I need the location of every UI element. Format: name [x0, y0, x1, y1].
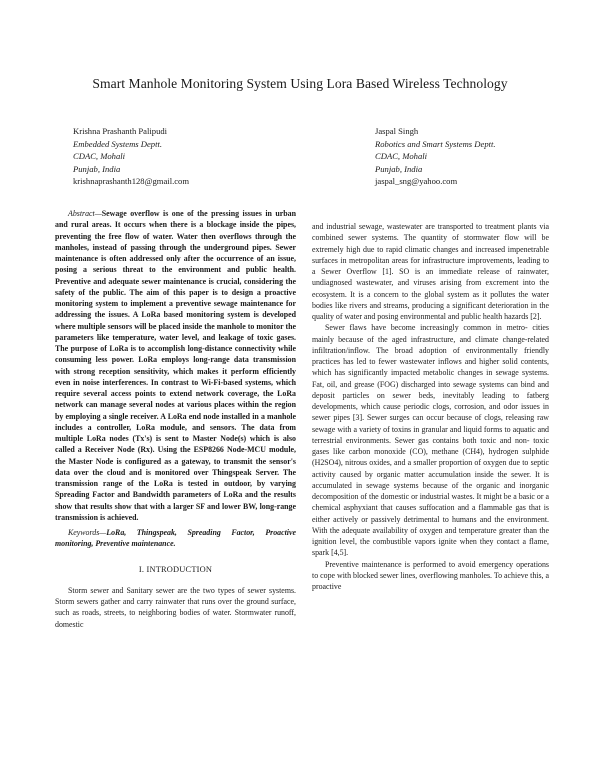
- author-institution: CDAC, Mohali: [73, 151, 126, 162]
- intro-paragraph: Storm sewer and Sanitary sewer are the two types of sewer systems. Storm sewers gather and carry rainwater that runs over the ground surface, such as roads, streets, to neighboring bodies of water. Stormwater runoff, domestic: [55, 585, 296, 629]
- body-paragraph-2: Sewer flaws have become increasingly common in metro- cities mainly because of the aged infrastructure, and climate change-related infiltration/inflow. The broad adoption of environmentally friendly practices has led to fewer wastewater inflows and higher solid contents, which has significantly impacted metabolic changes in sewage systems. Fat, oil, and grease (FOG) discharged into sewage systems can bind and deposit particles on sewer beds, inevitably leading to fatberg developments, which cause periodic clogs, corrosion, and odor issues in sewer pipes [3]. Sewer surges can occur because of clogs, releasing raw sewage with a variety of toxins in granular and liquid forms to aquatic and terrestrial environments. Sewer gas contains both toxic and non- toxic gases like carbon monoxide (CO), methane (CH4), hydrogen sulphide (H2SO4), nitrous oxides, and a smaller proportion of oxygen due to septic activity caused by organic matter accumulation inside the sewer. It is accumulated in sewage systems because of the organic and inorganic decomposition of the domestic or industrial wastes. It might be a basic or a chemical asphyxiant that causes suffocation and a flammable gas that is either actively or passively detrimental to humans and the environment. With the adequate availability of oxygen and temperature greater than the ignition level, the combustible vapors ignite when they contact a flame, spark [4,5].: [312, 323, 549, 558]
- abstract-text: Sewage overflow is one of the pressing issues in urban and rural areas. It occurs when there is a blockage inside the pipes, preventing the free flow of water. Water then overflows through the manholes, instead of passing through the underground pipes. Sewer maintenance is often addressed only after the occurrence of an issue, posing a serious threat to the environment and public health. Preventive and adequate sewer maintenance is crucial, considering the safety of the public. The aim of this paper is to design a proactive monitoring system to implement a preventive sewage maintenance for addressing the issues. A LoRa based monitoring system is developed where multiple sensors will be placed inside the manhole to monitor the parameters like temperature, water level, and leakage of toxic gases. The purpose of LoRa is to accomplish long-distance connectivity while consuming less power. LoRa employs long-range data transmission with strong reception sensitivity, which makes it perform efficiently even in noise interferences. In contrast to Wi-Fi-based systems, which require several access points to extend network coverage, the LoRa network can manage several nodes at various places within the region by employing a single receiver. A LoRa end node installed in a manhole includes a controller, LoRa module, and sensors. The data from multiple LoRa nodes (Tx's) is sent to Master Node(s) which is also called a Receiver Node (Rx). Using the ESP8266 Node-MCU module, the Master Node is configured as a gateway, to transmit the sensor's data over the cloud and is monitored over Thingspeak Server. The transmission range of the LoRa is tested in outdoor, by varying Spreading Factor and Bandwidth parameters of LoRa and the results show that results show that with a larger SF and lower BW, long-range transmission is achieved.: [55, 209, 296, 522]
- section-heading: I. INTRODUCTION: [138, 564, 213, 574]
- author-location: Punjab, India: [375, 163, 423, 174]
- author-department: Robotics and Smart Systems Deptt.: [375, 138, 496, 149]
- keywords-label: Keywords—: [68, 528, 107, 537]
- author-department: Embedded Systems Deptt.: [73, 138, 163, 149]
- left-column: [55, 208, 296, 630]
- keywords-text: LoRa, Thingspeak, Spreading Factor, Proactive monitoring, Preventive maintenance.: [55, 528, 296, 549]
- author-email[interactable]: krishnaprashanth128@gmail.com: [73, 176, 190, 187]
- abstract: [55, 208, 296, 523]
- body-paragraph-3: Preventive maintenance is performed to avoid emergency operations to cope with blocked sewer lines, overflowing manholes. To achieve this, a proactive: [312, 559, 549, 591]
- author-block-2: [375, 125, 496, 188]
- right-column: [312, 221, 549, 592]
- author-location: Punjab, India: [73, 163, 121, 174]
- author-block-1: [73, 125, 189, 188]
- abstract-label: Abstract—: [68, 209, 102, 218]
- keywords: [55, 527, 296, 550]
- author-email[interactable]: jaspal_sng@yahoo.com: [375, 176, 458, 187]
- author-name: Krishna Prashanth Palipudi: [73, 126, 168, 136]
- paper-title: Smart Manhole Monitoring System Using Lora Based Wireless Technology: [92, 76, 508, 91]
- author-institution: CDAC, Mohali: [375, 151, 428, 162]
- author-name: Jaspal Singh: [375, 126, 419, 136]
- body-paragraph-1: and industrial sewage, wastewater are transported to treatment plants via combined sewer systems. The quantity of stormwater flow will be extremely high due to rapid climatic changes and increased impenetrable surfaces in metropolitan areas for infrastructure improvements, leading to a Sewer Overflow [1]. SO is an immediate release of rainwater, undiagnosed wastewater, and viruses arising from excrement into the ecosystem. It is a concern to the global system as it pollutes the water bodies like rivers and streams, producing a significant deterioration in the quality of water and posing environmental and public health hazards [2].: [312, 222, 549, 321]
